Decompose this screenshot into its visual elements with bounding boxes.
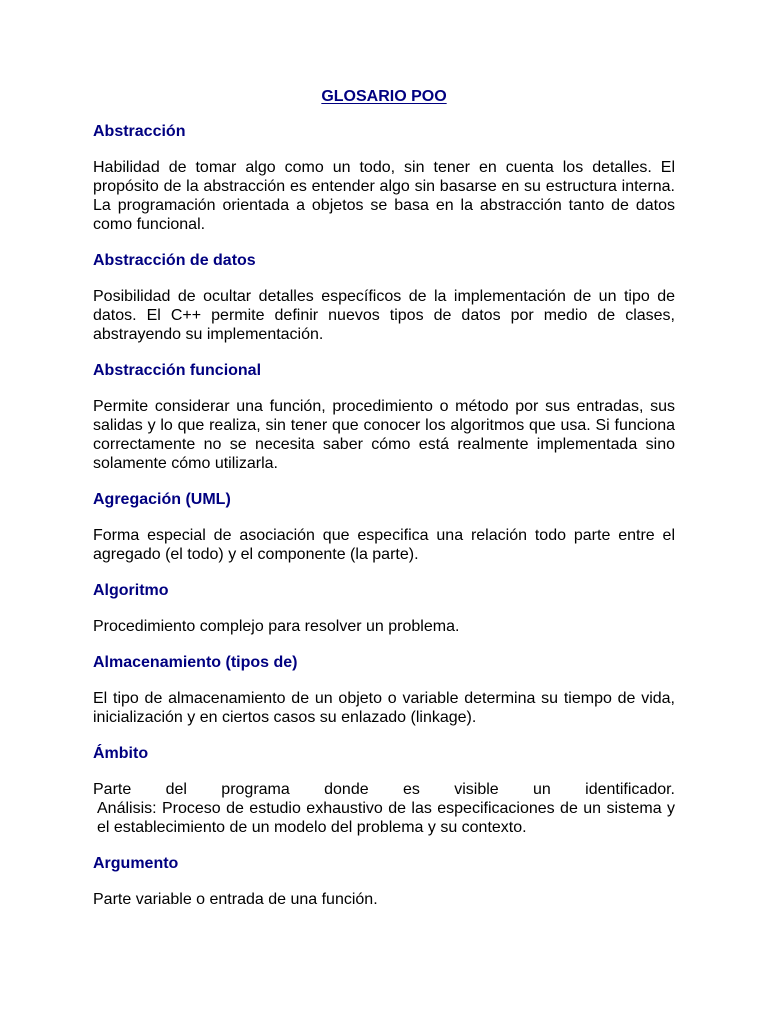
document-page xyxy=(93,87,675,926)
term-argumento: Argumento xyxy=(93,855,179,872)
term-ambito: Ámbito xyxy=(93,745,149,762)
term-abstraccion-funcional: Abstracción funcional xyxy=(93,362,262,379)
definition-almacenamiento: El tipo de almacenamiento de un objeto o variable determina su tiempo de vida, inicialización y en ciertos casos su enlazado (linkage). xyxy=(93,690,675,726)
definition-argumento: Parte variable o entrada de una función. xyxy=(93,891,378,908)
term-almacenamiento: Almacenamiento (tipos de) xyxy=(93,654,298,671)
term-abstraccion: Abstracción xyxy=(93,123,186,140)
definition-abstraccion: Habilidad de tomar algo como un todo, sin tener en cuenta los detalles. El propósito de la abstracción es entender algo sin basarse en su estructura interna. La programación orientada a objetos se basa en la abstracción tanto de datos como funcional. xyxy=(93,159,675,233)
definition-agregacion-uml: Forma especial de asociación que especifica una relación todo parte entre el agregado (el todo) y el componente (la parte). xyxy=(93,527,675,563)
definition-algoritmo: Procedimiento complejo para resolver un problema. xyxy=(93,618,460,635)
definition-analisis: Análisis: Proceso de estudio exhaustivo de las especificaciones de un sistema y el establecimiento de un modelo del problema y su contexto. xyxy=(97,800,675,836)
term-algoritmo: Algoritmo xyxy=(93,582,169,599)
definition-ambito-line-1: Parte del programa donde es visible un identificador. xyxy=(93,781,675,798)
definition-ambito xyxy=(93,780,675,837)
definition-abstraccion-funcional: Permite considerar una función, procedimiento o método por sus entradas, sus salidas y lo que realiza, sin tener que conocer los algoritmos que usa. Si funciona correctamente no se necesita saber cómo está realmente implementada sino solamente cómo utilizarla. xyxy=(93,398,675,472)
definition-abstraccion-de-datos: Posibilidad de ocultar detalles específicos de la implementación de un tipo de datos. El C++ permite definir nuevos tipos de datos por medio de clases, abstrayendo su implementación. xyxy=(93,288,675,343)
term-abstraccion-de-datos: Abstracción de datos xyxy=(93,252,256,269)
document-title: GLOSARIO POO xyxy=(321,88,447,105)
term-agregacion-uml: Agregación (UML) xyxy=(93,491,231,508)
